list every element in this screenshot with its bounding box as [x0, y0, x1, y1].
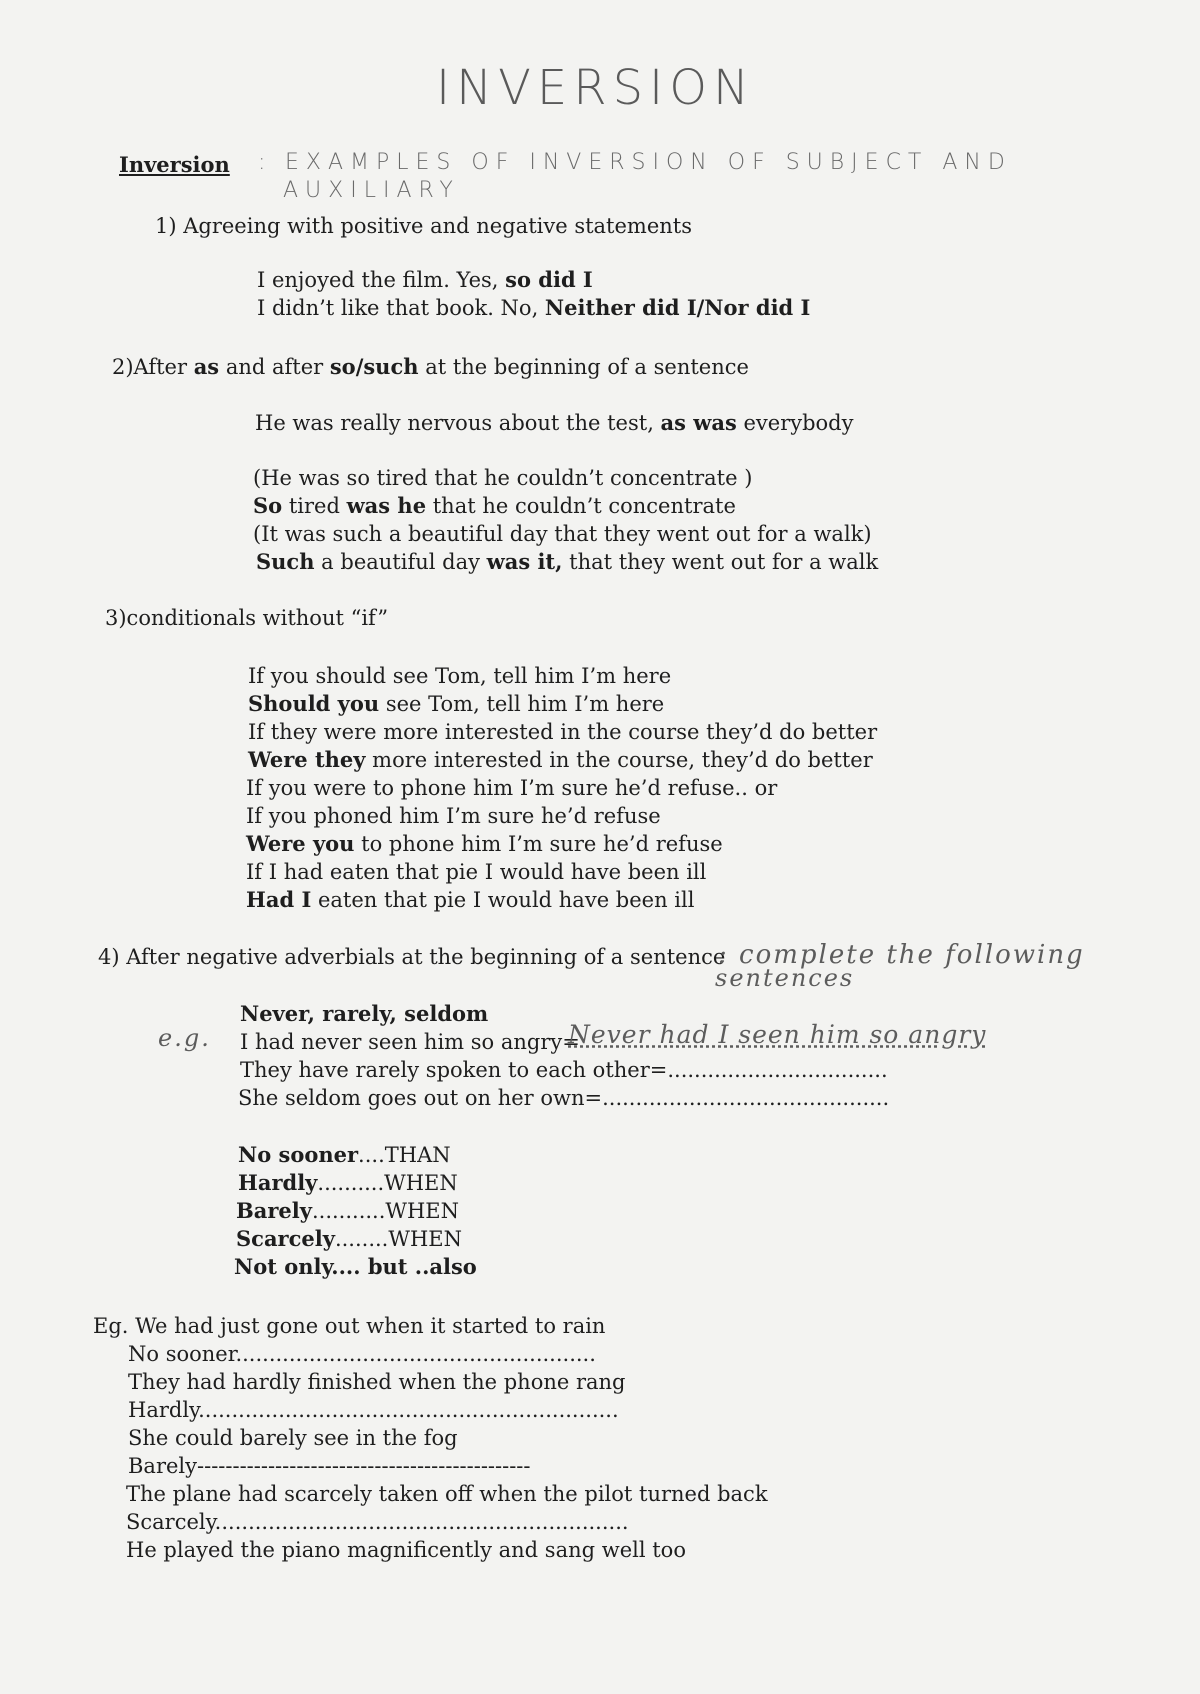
exercise-seldom: She seldom goes out on her own=...........................................	[238, 1086, 890, 1110]
section2-line2: (He was so tired that he couldn’t concentrate )	[253, 466, 753, 490]
section1-example2: I didn’t like that book. No, Neither did I/Nor did I	[257, 295, 811, 320]
pair-not-only-but-also: Not only.... but ..also	[234, 1254, 477, 1279]
pair-no-sooner-than: No sooner....THAN	[238, 1142, 451, 1167]
handwritten-instruction-line2: sentences	[715, 964, 855, 992]
example-fog: She could barely see in the fog	[128, 1426, 458, 1450]
prompt-hardly: Hardly...............................................................	[128, 1398, 619, 1422]
section3-line9: Had I eaten that pie I would have been ill	[246, 887, 695, 912]
exercise-never: I had never seen him so angry=	[240, 1030, 580, 1054]
exercise-rarely: They have rarely spoken to each other=.................................	[240, 1058, 888, 1082]
heading-colon: :	[258, 150, 273, 175]
section2-line5: Such a beautiful day was it, that they went out for a walk	[256, 549, 879, 574]
section4-heading: 4) After negative adverbials at the beginning of a sentence	[98, 945, 726, 969]
handwritten-eg-mark: e.g.	[158, 1024, 211, 1052]
section3-line4: Were they more interested in the course, they’d do better	[248, 747, 873, 772]
group-label-never-rarely-seldom: Never, rarely, seldom	[240, 1001, 489, 1026]
section2-line3: So tired was he that he couldn’t concentrate	[253, 493, 736, 518]
handwritten-subtitle-line1: EXAMPLES OF INVERSION OF SUBJECT AND	[285, 150, 1012, 175]
handwritten-answer: Never had I seen him so angry	[568, 1020, 987, 1049]
pair-hardly-when: Hardly..........WHEN	[238, 1170, 458, 1195]
handwritten-title: INVERSION	[436, 60, 755, 116]
section3-line6: If you phoned him I’m sure he’d refuse	[246, 804, 661, 828]
section3-line3: If they were more interested in the course they’d do better	[248, 720, 878, 744]
pair-scarcely-when: Scarcely........WHEN	[236, 1226, 462, 1251]
section2-line1: He was really nervous about the test, as was everybody	[255, 410, 854, 435]
section3-line5: If you were to phone him I’m sure he’d refuse.. or	[246, 776, 778, 800]
handwritten-subtitle-line2: AUXILIARY	[283, 178, 460, 203]
section1-heading: 1) Agreeing with positive and negative statements	[155, 214, 693, 238]
section3-heading: 3)conditionals without “if”	[105, 606, 389, 630]
section3-line7: Were you to phone him I’m sure he’d refuse	[246, 831, 723, 856]
example-phone: They had hardly finished when the phone rang	[128, 1370, 626, 1394]
prompt-no-sooner: No sooner......................................................	[128, 1342, 596, 1366]
prompt-scarcely: Scarcely..............................................................	[126, 1510, 629, 1534]
section3-line2: Should you see Tom, tell him I’m here	[248, 691, 665, 716]
example-plane: The plane had scarcely taken off when the pilot turned back	[126, 1482, 768, 1506]
handwritten-instruction-line1: : complete the following	[718, 940, 1085, 970]
example-piano: He played the piano magnificently and sang well too	[126, 1538, 686, 1562]
section2-line4: (It was such a beautiful day that they went out for a walk)	[253, 522, 872, 546]
section2-heading: 2)After as and after so/such at the beginning of a sentence	[112, 354, 749, 379]
pair-barely-when: Barely...........WHEN	[236, 1198, 459, 1223]
example-rain: Eg. We had just gone out when it started to rain	[93, 1314, 606, 1338]
section3-line8: If I had eaten that pie I would have been ill	[246, 860, 707, 884]
prompt-barely: Barely-----------------------------------------------	[128, 1454, 531, 1478]
inversion-heading: Inversion	[119, 152, 230, 177]
section3-line1: If you should see Tom, tell him I’m here	[248, 664, 672, 688]
section1-example1: I enjoyed the film. Yes, so did I	[257, 267, 593, 292]
